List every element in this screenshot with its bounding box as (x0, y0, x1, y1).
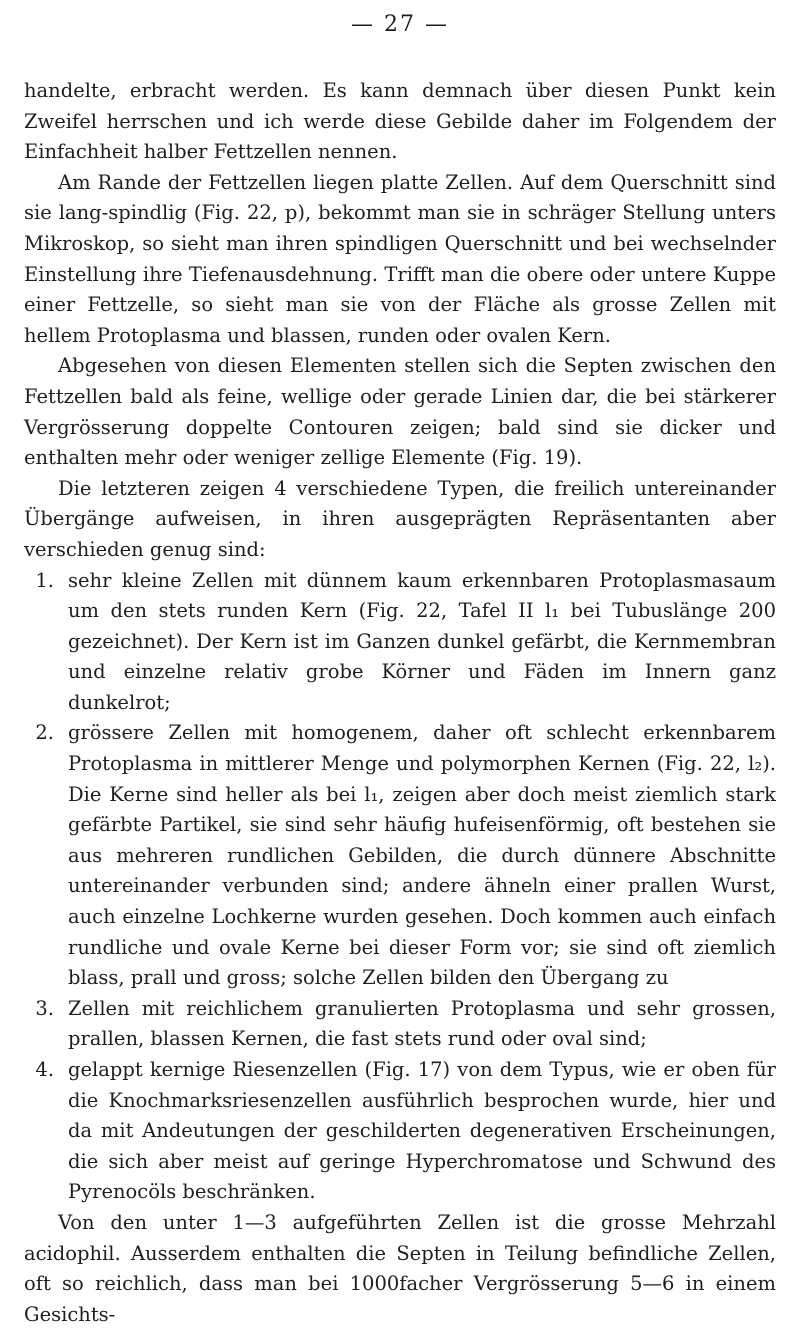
list-number: 1. (35, 568, 54, 592)
list-text: grössere Zellen mit homogenem, daher oft schlecht erkennbarem Protoplasma in mittlerer Menge und polymorphen Kernen (Fig. 22, l₂). Die Kerne sind heller als bei l₁, zeigen aber doch meist ziemlich stark gefärbte Partikel, sie sind sehr häufig hufeisenförmig, oft bestehen sie aus mehreren rundlichen Gebilden, die durch dünnere Abschnitte untereinander verbunden sind; andere ähneln einer prallen Wurst, auch einzelne Lochkerne wurden gesehen. Doch kommen auch einfach rundliche und ovale Kerne bei dieser Form vor; sie sind oft ziemlich blass, prall und gross; solche Zellen bilden den Übergang zu (68, 721, 776, 990)
paragraph-typen-intro: Die letzteren zeigen 4 verschiedene Typen, die freilich untereinander Übergänge aufweisen, in ihren ausgeprägten Repräsentanten aber verschieden genug sind: (24, 476, 776, 561)
list-text: sehr kleine Zellen mit dünnem kaum erkennbaren Protoplasmasaum um den stets runden Kern (Fig. 22, Tafel II l₁ bei Tubuslänge 200 gezeichnet). Der Kern ist im Ganzen dunkel gefärbt, die Kernmembran und einzelne relativ grobe Körner und Fäden im Innern ganz dunkelrot; (68, 568, 776, 714)
paragraph-fettzellen-rand: Am Rande der Fettzellen liegen platte Zellen. Auf dem Querschnitt sind sie lang-spindlig (Fig. 22, p), bekommt man sie in schräger Stellung unters Mikroskop, so sieht man ihren spindligen Querschnitt und bei wechselnder Einstellung ihre Tiefenausdehnung. Trifft man die obere oder untere Kuppe einer Fettzelle, so sieht man sie von der Fläche als grosse Zellen mit hellem Protoplasma und blassen, runden oder ovalen Kern. (24, 170, 776, 347)
list-number: 2. (35, 721, 54, 745)
list-text: gelappt kernige Riesenzellen (Fig. 17) von dem Typus, wie er oben für die Knochmarksriesenzellen ausführlich besprochen wurde, hier und da mit Andeutungen der geschilderten degenerativen Erscheinungen, die sich aber meist auf geringe Hyperchromatose und Schwund des Pyrenocöls beschränken. (68, 1058, 776, 1204)
page-number: — 27 — (351, 12, 449, 37)
paragraph-septen: Abgesehen von diesen Elementen stellen sich die Septen zwischen den Fettzellen bald als feine, wellige oder gerade Linien dar, die bei stärkerer Vergrösserung doppelte Contouren zeigen; bald sind sie dicker und enthalten mehr oder weniger zellige Elemente (Fig. 19). (24, 354, 776, 470)
list-number: 3. (35, 996, 54, 1020)
list-item (24, 994, 776, 1055)
list-text: Zellen mit reichlichem granulierten Protoplasma und sehr grossen, prallen, blassen Kernen, die fast stets rund oder oval sind; (68, 996, 776, 1051)
list-number: 4. (35, 1058, 54, 1081)
paragraph-continuation: handelte, erbracht werden. Es kann demnach über diesen Punkt kein Zweifel herrschen und ich werde diese Gebilde daher im Folgendem der Einfachheit halber Fettzellen nennen. (24, 79, 776, 164)
list-item (24, 718, 776, 993)
paragraph-closing: Von den unter 1—3 aufgeführten Zellen ist die grosse Mehrzahl acidophil. Ausserdem enthalten die Septen in Teilung befindliche Zellen, oft so reichlich, dass man bei 1000facher Vergrösserung 5—6 in einem Gesichts- (24, 1210, 776, 1326)
list-item (24, 1055, 776, 1208)
body-text (24, 76, 776, 1330)
list-item (24, 566, 776, 719)
